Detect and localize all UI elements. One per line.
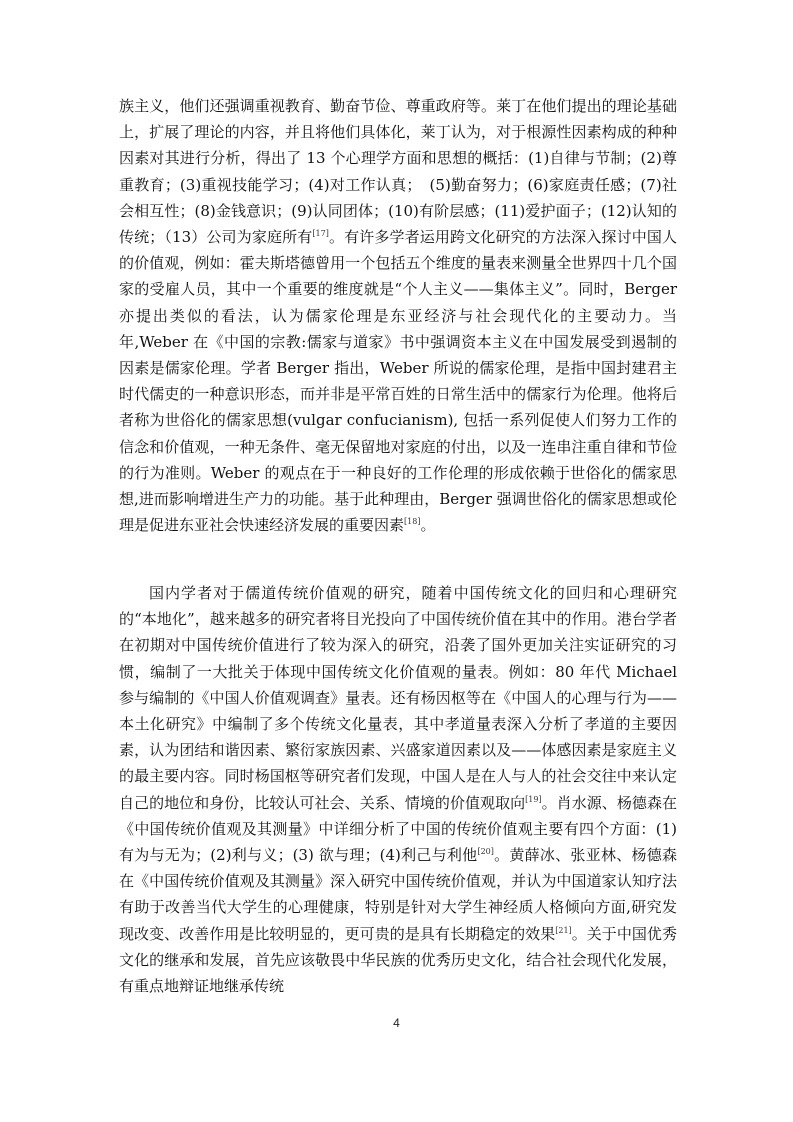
page-number: 4: [393, 1016, 400, 1030]
citation-ref: [20]: [477, 847, 494, 857]
text-run: 族主义，他们还强调重视教育、勤奋节俭、尊重政府等。莱丁在他们提出的理论基础上，扩展了理论的内容，并且将他们具体化，莱丁认为，对于根源性因素构成的种种因素对其进行分析，得出了 13 个心理学方面和思想的概括：(1)自律与节制；(2)尊重教育；(3)重视技能学习；(4)对工作认真； (5)勤奋努力；(6)家庭责任感；(7)社会相互性；(8)金钱意识；(9)认同团体；(10)有阶层感；(11)爱护面子；(12)认知的传统；（13）公司为家庭所有: [119, 97, 677, 247]
text-run: 国内学者对于儒道传统价值观的研究，随着中国传统文化的回归和心理研究的“本地化”，越来越多的研究者将目光投向了中国传统价值在其中的作用。港台学者在初期对中国传统价值进行了较为深入的研究，沿袭了国外更加关注实证研究的习惯，编制了一大批关于体现中国传统文化价值观的量表。例如：80 年代 Michael 参与编制的《中国人价值观调查》量表。还有杨因枢等在《中国人的心理与行为——本土化研究》中编制了多个传统文化量表，其中孝道量表深入分析了孝道的主要因素，认为团结和谐因素、繁衍家族因素、兴盛家道因素以及——体感因素是家庭主义的最主要内容。同时杨国枢等研究者们发现，中国人是在人与人的社会交往中来认定自己的地位和身份，比较认可社会、关系、情境的价值观取向: [119, 584, 677, 812]
text-run: 。有许多学者运用跨文化研究的方法深入探讨中国人的价值观，例如：霍夫斯塔德曾用一个包括五个维度的量表来测量全世界四十几个国家的受雇人员，其中一个重要的维度就是“个人主义——集体主义”。同时，Berger 亦提出类似的看法，认为儒家伦理是东亚经济与社会现代化的主要动力。当年,Weber 在《中国的宗教:儒家与道家》书中强调资本主义在中国发展受到遏制的因素是儒家伦理。学者 Berger 指出，Weber 所说的儒家伦理，是指中国封建君主时代儒吏的一种意识形态，而并非是平常百姓的日常生活中的儒家行为伦理。他将后者称为世俗化的儒家思想(vulgar confucianism), 包括一系列促使人们努力工作的信念和价值观，一种无条件、毫无保留地对家庭的付出，以及一连串注重自律和节俭的行为准则。Weber 的观点在于一种良好的工作伦理的形成依赖于世俗化的儒家思想,进而影响增进生产力的功能。基于此种理由，Berger 强调世俗化的儒家思想或伦理是促进东亚社会快速经济发展的重要因素: [119, 228, 677, 535]
citation-ref: [17]: [312, 229, 329, 239]
text-run: 。肖水源、杨德森在《中国传统价值观及其测量》中详细分析了中国的传统价值观主要有四个方面：(1)有为与无为；(2)利与义；(3) 欲与理；(4)利己与利他: [119, 793, 677, 865]
citation-ref: [18]: [404, 517, 421, 527]
body-paragraph: [119, 93, 677, 538]
citation-ref: [19]: [525, 794, 542, 804]
text-run: 。: [420, 516, 436, 535]
citation-ref: [21]: [555, 925, 572, 935]
text-run: 。关于中国优秀文化的继承和发展，首先应该敬畏中华民族的优秀历史文化，结合社会现代化发展，有重点地辩证地继承传统: [119, 924, 677, 996]
body-paragraph: [119, 580, 677, 999]
text-run: 。黄薛冰、张亚林、杨德森在《中国传统价值观及其测量》深入研究中国传统价值观，并认为中国道家认知疗法有助于改善当代大学生的心理健康，特别是针对大学生神经质人格倾向方面,研究发现改变、改善作用是比较明显的，更可贵的是具有长期稳定的效果: [119, 846, 677, 943]
